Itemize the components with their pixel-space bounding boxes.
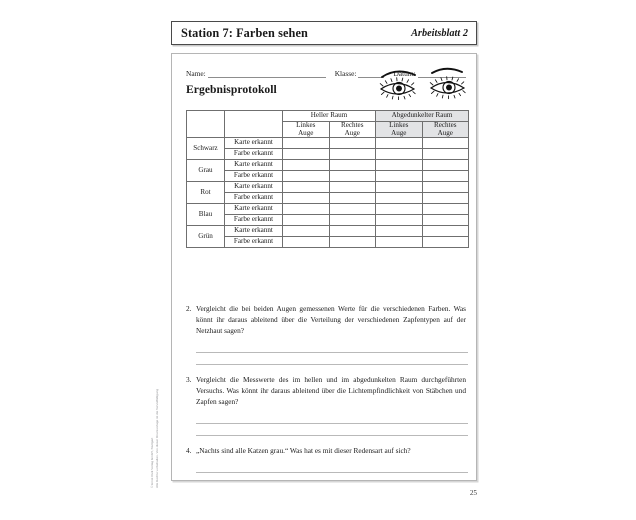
data-cell[interactable] [329, 193, 376, 204]
data-cell[interactable] [376, 193, 423, 204]
criterion-label: Karte erkannt [225, 138, 283, 149]
data-cell[interactable] [376, 204, 423, 215]
eye-head-l1: Rechtes [434, 121, 457, 129]
name-label: Name: [186, 69, 206, 78]
data-cell[interactable] [422, 237, 469, 248]
data-cell[interactable] [283, 226, 330, 237]
eye-head-l1: Linkes [296, 121, 316, 129]
question-2 [186, 303, 468, 365]
data-cell[interactable] [329, 226, 376, 237]
table-row [187, 215, 469, 226]
eye-header-hell-rechts [329, 122, 376, 138]
criterion-label: Karte erkannt [225, 182, 283, 193]
question-3 [186, 374, 468, 436]
data-cell[interactable] [376, 138, 423, 149]
question-4-text: „Nachts sind alle Katzen grau.“ Was hat es mit dieser Redensart auf sich? [196, 446, 411, 455]
data-cell[interactable] [376, 160, 423, 171]
data-cell[interactable] [329, 138, 376, 149]
data-cell[interactable] [422, 149, 469, 160]
data-cell[interactable] [329, 237, 376, 248]
eye-head-l2: Auge [344, 128, 360, 137]
data-cell[interactable] [422, 215, 469, 226]
publisher-credit [146, 330, 158, 490]
data-cell[interactable] [283, 204, 330, 215]
eye-head-l2: Auge [437, 128, 453, 137]
corner-cell-2 [225, 111, 283, 138]
data-cell[interactable] [283, 215, 330, 226]
eye-header-dunkel-rechts [422, 122, 469, 138]
data-cell[interactable] [283, 138, 330, 149]
eye-head-l2: Auge [391, 128, 407, 137]
criterion-label: Karte erkannt [225, 204, 283, 215]
question-2-text: Vergleicht die bei beiden Augen gemessenen Werte für die verschiedenen Farben. Was könnt ihr daraus ableitend über die Verteilung der verschiedenen Zapfentypen auf der Netzhaut sagen? [196, 304, 466, 336]
answer-line[interactable] [196, 424, 468, 436]
criterion-label: Farbe erkannt [225, 171, 283, 182]
question-3-number: 3. [186, 375, 192, 384]
data-cell[interactable] [422, 193, 469, 204]
answer-line[interactable] [196, 461, 468, 473]
data-cell[interactable] [283, 182, 330, 193]
data-cell[interactable] [329, 160, 376, 171]
question-2-answer-area[interactable] [186, 341, 468, 365]
data-cell[interactable] [283, 171, 330, 182]
data-cell[interactable] [376, 215, 423, 226]
color-label-blau: Blau [187, 204, 225, 226]
data-cell[interactable] [376, 149, 423, 160]
eye-header-hell-links [283, 122, 330, 138]
data-cell[interactable] [283, 149, 330, 160]
data-cell[interactable] [283, 237, 330, 248]
worksheet-page [135, 0, 498, 520]
table-row [187, 138, 469, 149]
question-4 [186, 445, 468, 473]
table-row [187, 160, 469, 171]
data-cell[interactable] [422, 171, 469, 182]
table-row [187, 149, 469, 160]
answer-line[interactable] [196, 353, 468, 365]
data-cell[interactable] [329, 215, 376, 226]
table-body [187, 138, 469, 248]
station-title-box [171, 21, 477, 45]
room-header-hell: Heller Raum [283, 111, 376, 122]
color-label-grün: Grün [187, 226, 225, 248]
klasse-label: Klasse: [334, 69, 357, 78]
credit-line-2: Alle Rechte vorbehalten. Von dieser Druckvorlage ist die Vervielfältigung [155, 388, 159, 488]
question-4-answer-area[interactable] [186, 461, 468, 473]
datum-label: Datum: [393, 69, 416, 78]
worksheet-label: Arbeitsblatt 2 [411, 27, 468, 39]
eye-head-l2: Auge [298, 128, 314, 137]
answer-line[interactable] [196, 341, 468, 353]
eye-head-l1: Rechtes [341, 121, 364, 129]
protocol-heading: Ergebnisprotokoll [186, 83, 277, 96]
color-label-grau: Grau [187, 160, 225, 182]
criterion-label: Karte erkannt [225, 160, 283, 171]
two-eyes-icon [376, 66, 472, 100]
data-cell[interactable] [329, 149, 376, 160]
color-label-rot: Rot [187, 182, 225, 204]
question-4-number: 4. [186, 446, 192, 455]
data-cell[interactable] [283, 160, 330, 171]
table-row [187, 171, 469, 182]
color-label-schwarz: Schwarz [187, 138, 225, 160]
data-cell[interactable] [422, 204, 469, 215]
eye-header-dunkel-links [376, 122, 423, 138]
question-2-number: 2. [186, 304, 192, 313]
page-number: 25 [469, 489, 477, 497]
criterion-label: Farbe erkannt [225, 193, 283, 204]
room-header-dunkel: Abgedunkelter Raum [376, 111, 469, 122]
data-cell[interactable] [329, 171, 376, 182]
criterion-label: Karte erkannt [225, 226, 283, 237]
table-row [187, 193, 469, 204]
criterion-label: Farbe erkannt [225, 149, 283, 160]
data-cell[interactable] [329, 182, 376, 193]
results-table [186, 110, 469, 248]
page-title: Station 7: Farben sehen [181, 25, 308, 40]
table-row [187, 237, 469, 248]
data-cell[interactable] [283, 193, 330, 204]
data-cell[interactable] [376, 226, 423, 237]
data-cell[interactable] [329, 204, 376, 215]
name-field[interactable] [208, 70, 326, 78]
question-3-answer-area[interactable] [186, 412, 468, 436]
credit-line-1: © Ernst Klett Verlag GmbH, Stuttgart [150, 437, 154, 488]
data-cell[interactable] [376, 171, 423, 182]
criterion-label: Farbe erkannt [225, 237, 283, 248]
corner-cell [187, 111, 225, 138]
table-row [187, 204, 469, 215]
worksheet-content-box [171, 53, 477, 481]
data-cell[interactable] [422, 226, 469, 237]
data-cell[interactable] [422, 160, 469, 171]
criterion-label: Farbe erkannt [225, 215, 283, 226]
answer-line[interactable] [196, 412, 468, 424]
table-header-rooms [187, 111, 469, 122]
question-3-text: Vergleicht die Messwerte des im hellen und im abgedunkelten Raum durchgeführten Versuchs. Was könnt ihr daraus ableitend über die Lichtempfindlichkeit von Stäbchen und Zapfen sagen? [196, 375, 466, 407]
data-cell[interactable] [376, 182, 423, 193]
table-row [187, 226, 469, 237]
data-cell[interactable] [422, 138, 469, 149]
table-row [187, 182, 469, 193]
data-cell[interactable] [422, 182, 469, 193]
data-cell[interactable] [376, 237, 423, 248]
eye-head-l1: Linkes [389, 121, 409, 129]
